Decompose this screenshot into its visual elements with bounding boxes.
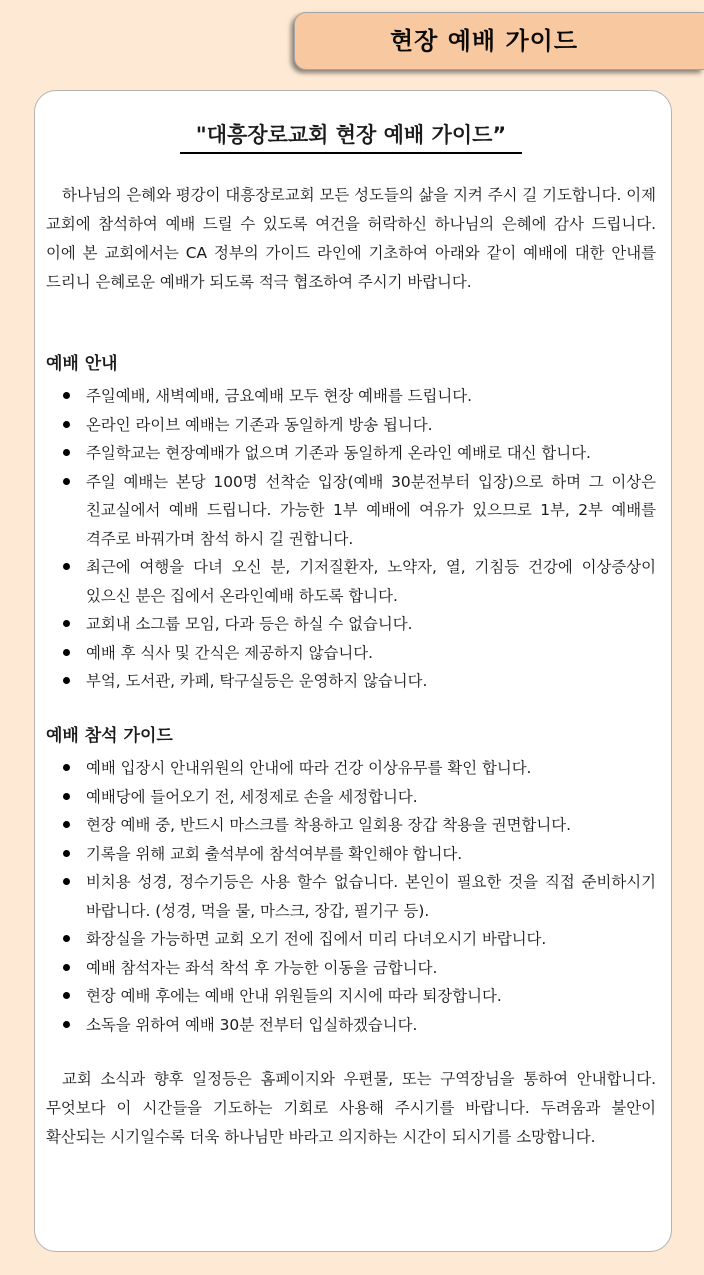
list-item: 부엌, 도서관, 카페, 탁구실등은 운영하지 않습니다.	[46, 667, 656, 696]
bullet-icon	[63, 478, 70, 485]
list-item: 온라인 라이브 예배는 기존과 동일하게 방송 됩니다.	[46, 411, 656, 440]
bullet-icon	[63, 649, 70, 656]
bullet-icon	[63, 850, 70, 857]
section-title-attendance-guide: 예배 참석 가이드	[46, 726, 173, 746]
bullet-icon	[63, 563, 70, 570]
bullet-icon	[63, 620, 70, 627]
closing-paragraph: 교회 소식과 향후 일정등은 홈페이지와 우편물, 또는 구역장님을 통하여 안내합니다. 무엇보다 이 시간들을 기도하는 기회로 사용해 주시기를 바랍니다. 두려움과 불안이 확산되는 시기일수록 더욱 하나님만 바라고 의지하는 시간이 되시기를 소망합니다.	[46, 1070, 656, 1146]
page-title: 현장 예배 가이드	[390, 27, 578, 55]
bullet-icon	[63, 793, 70, 800]
list-item: 주일예배, 새벽예배, 금요예배 모두 현장 예배를 드립니다.	[46, 382, 656, 411]
bullet-icon	[63, 1021, 70, 1028]
list-item: 교회내 소그룹 모임, 다과 등은 하실 수 없습니다.	[46, 610, 656, 639]
document-title: "대흥장로교회 현장 예배 가이드”	[180, 118, 522, 154]
bullet-icon	[63, 421, 70, 428]
list-item: 비치용 성경, 정수기등은 사용 할수 없습니다. 본인이 필요한 것을 직접 준비하시기 바랍니다. (성경, 먹을 물, 마스크, 장갑, 필기구 등).	[46, 868, 656, 925]
bullet-icon	[63, 764, 70, 771]
intro-paragraph: 하나님의 은혜와 평강이 대흥장로교회 모든 성도들의 삶을 지켜 주시 길 기도합니다. 이제 교회에 참석하여 예배 드릴 수 있도록 여건을 허락하신 하나님의 은혜에 감사 드립니다. 이에 본 교회에서는 CA 정부의 가이드 라인에 기초하여 아래와 같이 예배에 대한 안내를 드리니 은혜로운 예배가 되도록 적극 협조하여 주시기 바랍니다.	[46, 186, 656, 291]
section-title-worship-info: 예배 안내	[46, 354, 118, 374]
bullet-icon	[63, 821, 70, 828]
list-item: 현장 예배 후에는 예배 안내 위원들의 지시에 따라 퇴장합니다.	[46, 982, 656, 1011]
bullet-icon	[63, 878, 70, 885]
bullet-icon	[63, 964, 70, 971]
list-item: 주일 예배는 본당 100명 선착순 입장(예배 30분전부터 입장)으로 하며 그 이상은 친교실에서 예배 드립니다. 가능한 1부 예배에 여유가 있으므로 1부, 2부 예배를 격주로 바꿔가며 참석 하시 길 권합니다.	[46, 468, 656, 554]
list-item: 예배 참석자는 좌석 착석 후 가능한 이동을 금합니다.	[46, 954, 656, 983]
attendance-guide-list	[46, 754, 656, 1039]
list-item: 주일학교는 현장예배가 없으며 기존과 동일하게 온라인 예배로 대신 합니다.	[46, 439, 656, 468]
list-item: 기록을 위해 교회 출석부에 참석여부를 확인해야 합니다.	[46, 840, 656, 869]
list-item: 현장 예배 중, 반드시 마스크를 착용하고 일회용 장갑 착용을 권면합니다.	[46, 811, 656, 840]
list-item: 최근에 여행을 다녀 오신 분, 기저질환자, 노약자, 열, 기침등 건강에 이상증상이 있으신 분은 집에서 온라인예배 하도록 합니다.	[46, 553, 656, 610]
bullet-icon	[63, 392, 70, 399]
bullet-icon	[63, 935, 70, 942]
worship-info-list	[46, 382, 656, 696]
list-item: 예배 후 식사 및 간식은 제공하지 않습니다.	[46, 639, 656, 668]
list-item: 예배 입장시 안내위원의 안내에 따라 건강 이상유무를 확인 합니다.	[46, 754, 656, 783]
list-item: 화장실을 가능하면 교회 오기 전에 집에서 미리 다녀오시기 바랍니다.	[46, 925, 656, 954]
bullet-icon	[63, 449, 70, 456]
list-item: 예배당에 들어오기 전, 세정제로 손을 세정합니다.	[46, 783, 656, 812]
list-item: 소독을 위하여 예배 30분 전부터 입실하겠습니다.	[46, 1011, 656, 1040]
bullet-icon	[63, 992, 70, 999]
bullet-icon	[63, 677, 70, 684]
